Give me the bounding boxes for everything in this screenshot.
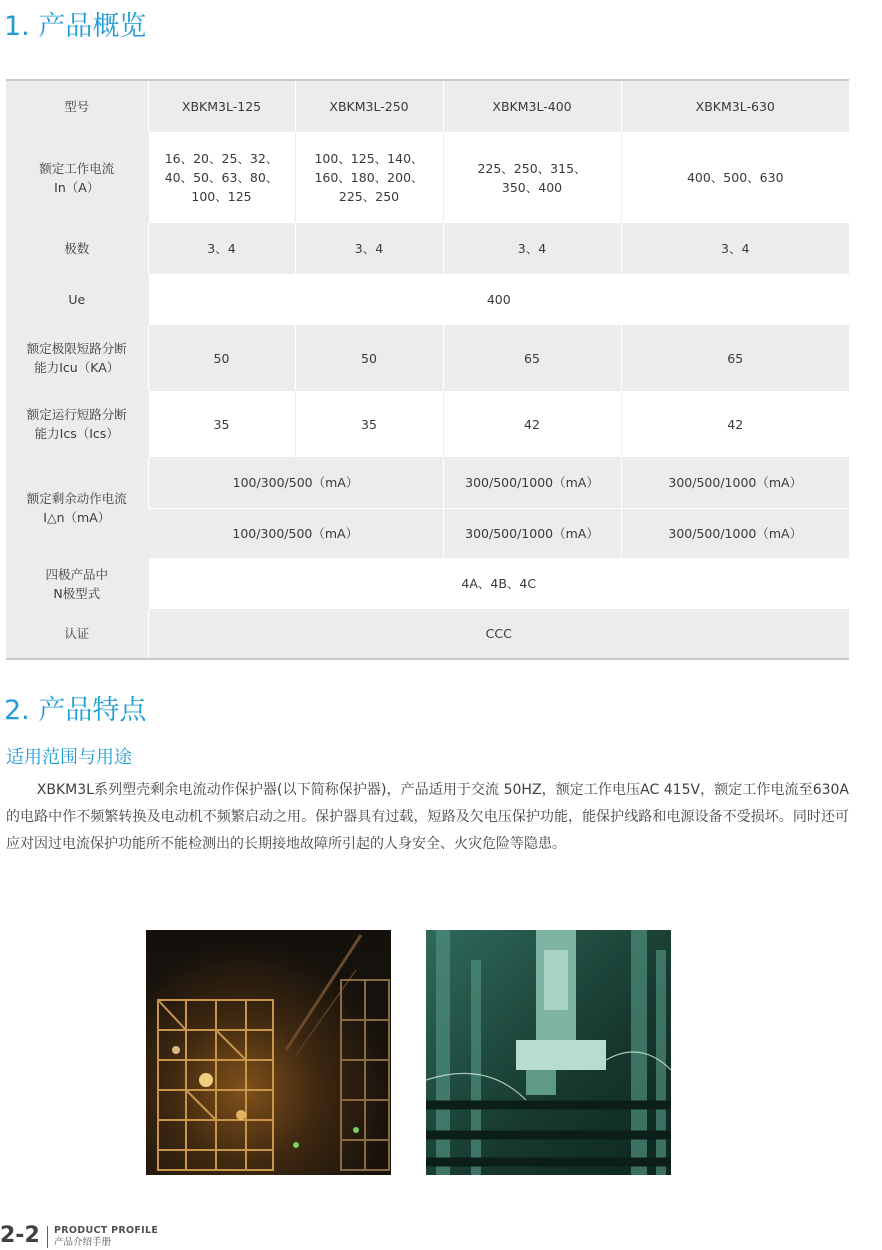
- cell-residual-400-a: 300/500/1000（mA）: [443, 457, 621, 508]
- table-header-row: [6, 80, 849, 132]
- construction-site-photo: [146, 930, 391, 1175]
- row-cert: [6, 609, 849, 659]
- row-rated-current: [6, 132, 849, 223]
- row-poles: [6, 223, 849, 274]
- footer-label-cn: 产品介绍手册: [54, 1237, 112, 1248]
- label-ue: Ue: [6, 274, 148, 325]
- cell-poles-250: 3、4: [295, 223, 443, 274]
- cell-rated-current-250: 100、125、140、 160、180、200、 225、250: [295, 132, 443, 223]
- label-icu: 额定极限短路分断 能力Icu（KA）: [6, 325, 148, 391]
- label-ics: 额定运行短路分断 能力Ics（Ics）: [6, 391, 148, 457]
- industrial-machine-photo: [426, 930, 671, 1175]
- header-400: XBKM3L-400: [443, 80, 621, 132]
- page-number: 2-2: [0, 1223, 40, 1248]
- header-250: XBKM3L-250: [295, 80, 443, 132]
- cell-cert: CCC: [148, 609, 849, 659]
- header-model: 型号: [6, 80, 148, 132]
- cell-rated-current-125: 16、20、25、32、 40、50、63、80、 100、125: [148, 132, 295, 223]
- cell-residual-630-b: 300/500/1000（mA）: [621, 508, 849, 558]
- cell-poles-630: 3、4: [621, 223, 849, 274]
- footer-label-en: PRODUCT PROFILE: [54, 1225, 159, 1236]
- cell-ics-125: 35: [148, 391, 295, 457]
- cell-icu-630: 65: [621, 325, 849, 391]
- cell-rated-current-630: 400、500、630: [621, 132, 849, 223]
- label-n-pole: 四极产品中 N极型式: [6, 558, 148, 609]
- label-rated-current: 额定工作电流 In（A）: [6, 132, 148, 223]
- cell-ics-630: 42: [621, 391, 849, 457]
- header-630: XBKM3L-630: [621, 80, 849, 132]
- row-ics: [6, 391, 849, 457]
- label-cert: 认证: [6, 609, 148, 659]
- label-residual: 额定剩余动作电流 I△n（mA）: [6, 457, 148, 558]
- cell-residual-630-a: 300/500/1000（mA）: [621, 457, 849, 508]
- cell-ics-400: 42: [443, 391, 621, 457]
- cell-poles-125: 3、4: [148, 223, 295, 274]
- cell-residual-125-250-a: 100/300/500（mA）: [148, 457, 443, 508]
- label-poles: 极数: [6, 223, 148, 274]
- spec-table: [6, 79, 849, 660]
- section-title-features: 2. 产品特点: [4, 695, 147, 726]
- header-125: XBKM3L-125: [148, 80, 295, 132]
- cell-ue: 400: [148, 274, 849, 325]
- cell-icu-250: 50: [295, 325, 443, 391]
- subsection-title-scope: 适用范围与用途: [6, 747, 132, 768]
- cell-poles-400: 3、4: [443, 223, 621, 274]
- scope-paragraph: XBKM3L系列塑壳剩余电流动作保护器(以下简称保护器)，产品适用于交流 50HZ，额定工作电压AC 415V，额定工作电流至630A的电路中作不频繁转换及电动机不频繁启动之用。保护器具有过载，短路及欠电压保护功能，能保护线路和电源设备不受损坏。同时还可应对因过电流保护功能所不能检测出的长期接地故障所引起的人身安全、火灾危险等隐患。: [6, 782, 849, 852]
- cell-ics-250: 35: [295, 391, 443, 457]
- section-title-overview: 1. 产品概览: [4, 11, 147, 42]
- footer-divider: [47, 1226, 48, 1248]
- cell-residual-125-250-b: 100/300/500（mA）: [148, 508, 443, 558]
- row-ue: [6, 274, 849, 325]
- row-icu: [6, 325, 849, 391]
- row-residual-1: [6, 457, 849, 508]
- cell-icu-125: 50: [148, 325, 295, 391]
- cell-n-pole: 4A、4B、4C: [148, 558, 849, 609]
- cell-rated-current-400: 225、250、315、 350、400: [443, 132, 621, 223]
- cell-icu-400: 65: [443, 325, 621, 391]
- row-n-pole: [6, 558, 849, 609]
- cell-residual-400-b: 300/500/1000（mA）: [443, 508, 621, 558]
